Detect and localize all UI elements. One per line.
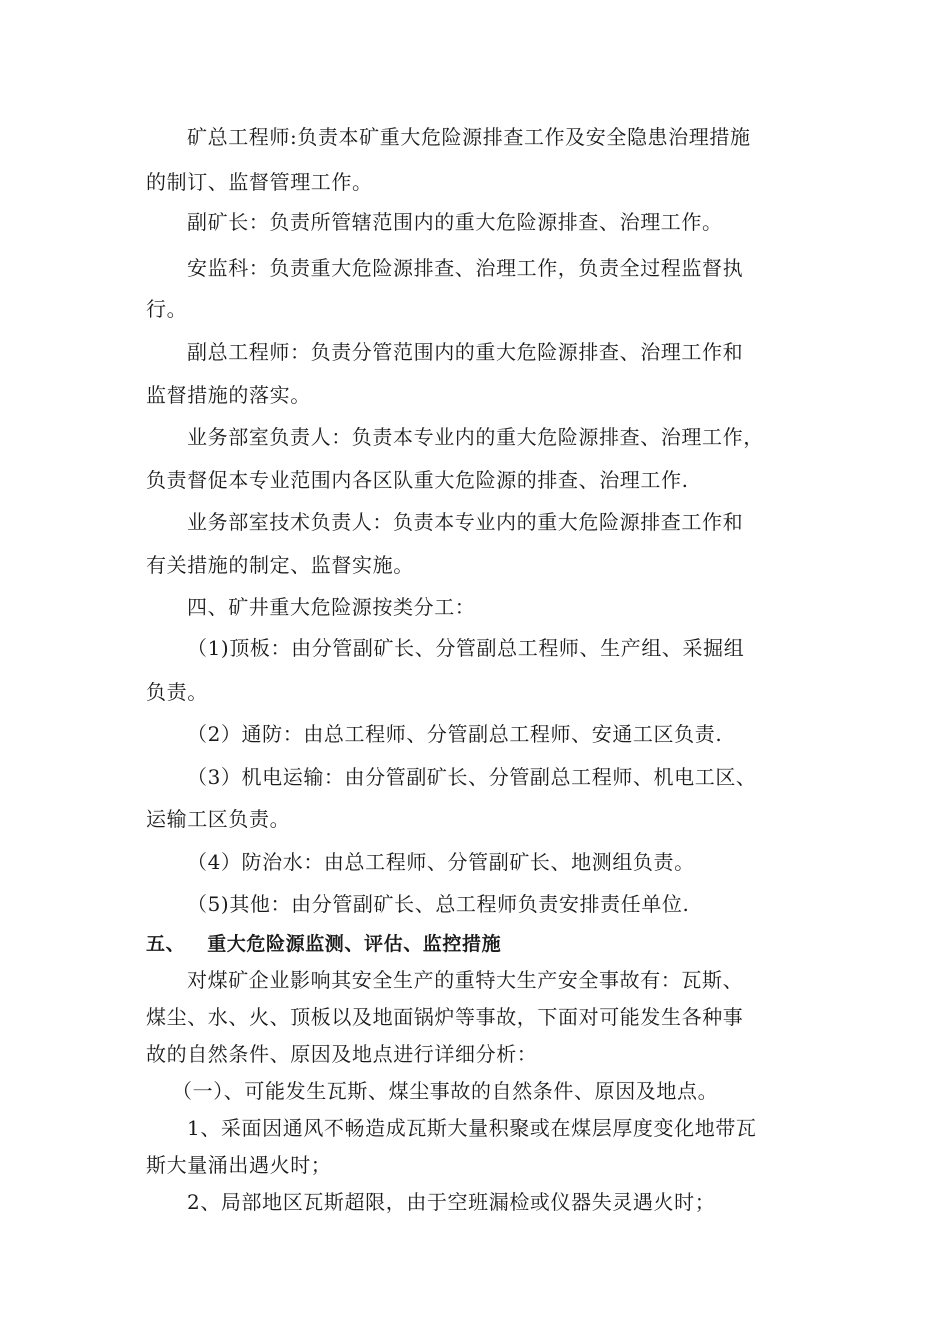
paragraph-line: （5)其他：由分管副矿长、总工程师负责安排责任单位. — [187, 892, 690, 916]
paragraph-line: 矿总工程师:负责本矿重大危险源排查工作及安全隐患治理措施 — [187, 125, 751, 149]
paragraph-line: 煤尘、水、火、顶板以及地面锅炉等事故，下面对可能发生各种事 — [146, 1005, 744, 1029]
paragraph-line: （4）防治水：由总工程师、分管副矿长、地测组负责。 — [187, 850, 695, 874]
paragraph-line: 业务部室技术负责人：负责本专业内的重大危险源排查工作和 — [187, 510, 744, 534]
paragraph-line: 有关措施的制定、监督实施。 — [146, 553, 414, 577]
paragraph-line: 安监科：负责重大危险源排查、治理工作，负责全过程监督执 — [187, 256, 744, 280]
paragraph-line: （2）通防：由总工程师、分管副总工程师、安通工区负责. — [187, 722, 723, 746]
paragraph-line: 业务部室负责人：负责本专业内的重大危险源排查、治理工作， — [187, 425, 764, 449]
paragraph-line: 故的自然条件、原因及地点进行详细分析： — [146, 1042, 538, 1066]
section-heading-text: 重大危险源监测、评估、监控措施 — [207, 933, 502, 955]
paragraph-line: （1)顶板：由分管副矿长、分管副总工程师、生产组、采掘组 — [187, 636, 745, 660]
paragraph-line: 副总工程师：负责分管范围内的重大危险源排查、治理工作和 — [187, 340, 744, 364]
paragraph-line: 斯大量涌出遇火时； — [146, 1153, 332, 1177]
paragraph-line: 2、局部地区瓦斯超限，由于空班漏检或仪器失灵遇火时； — [187, 1190, 716, 1214]
paragraph-line: （3）机电运输：由分管副矿长、分管副总工程师、机电工区、 — [187, 765, 757, 789]
paragraph-line: 的制订、监督管理工作。 — [146, 170, 373, 194]
section-heading — [146, 930, 501, 958]
paragraph-line: 副矿长：负责所管辖范围内的重大危险源排查、治理工作。 — [187, 210, 723, 234]
paragraph-line: 负责督促本专业范围内各区队重大危险源的排查、治理工作. — [146, 468, 689, 492]
paragraph-line: 监督措施的落实。 — [146, 383, 311, 407]
paragraph-line: （一）、可能发生瓦斯、煤尘事故的自然条件、原因及地点。 — [172, 1079, 719, 1103]
paragraph-line: 行。 — [146, 297, 188, 321]
paragraph-line: 运输工区负责。 — [146, 807, 291, 831]
section-heading-number: 五、 — [146, 933, 186, 955]
paragraph-line: 对煤矿企业影响其安全生产的重特大生产安全事故有：瓦斯、 — [187, 968, 744, 992]
paragraph-line: 四、矿井重大危险源按类分工： — [187, 595, 476, 619]
paragraph-line: 负责。 — [146, 680, 208, 704]
paragraph-line: 1、采面因通风不畅造成瓦斯大量积聚或在煤层厚度变化地带瓦 — [187, 1116, 757, 1140]
